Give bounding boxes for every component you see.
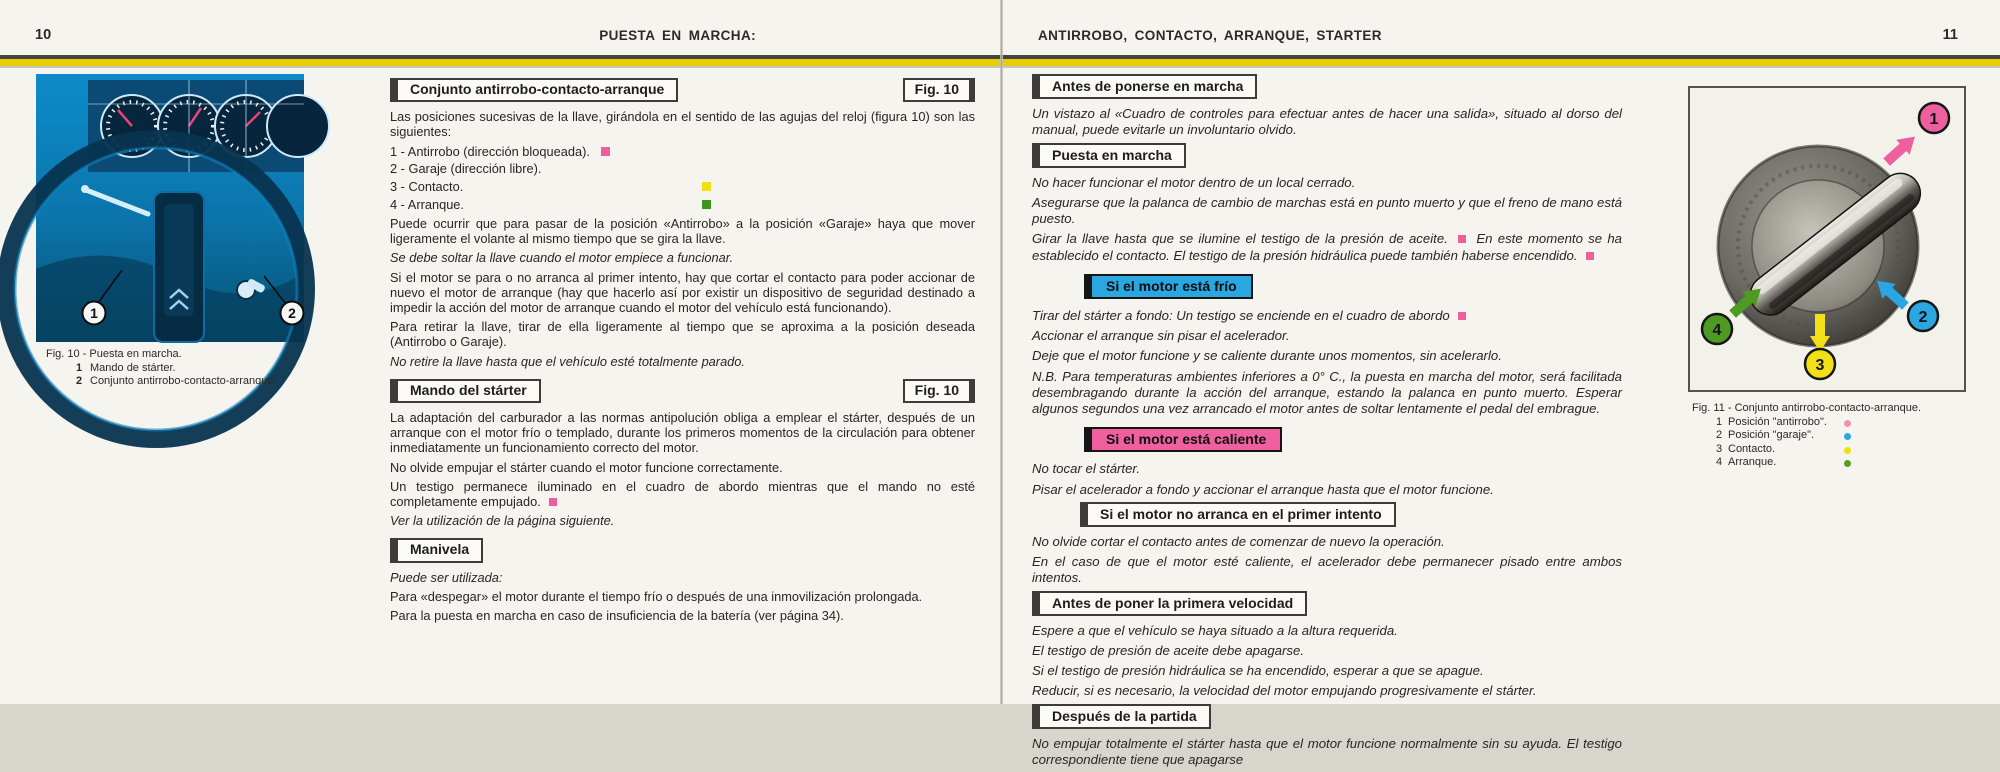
caption-item (1692, 443, 1982, 457)
paragraph-italic: Espere a que el vehículo se haya situado a la altura requerida. (1032, 622, 1398, 638)
caption-title: Fig. 10 - Puesta en marcha. (46, 348, 182, 360)
paragraph-italic (1032, 231, 1622, 263)
caption-item-label: Arranque. (1728, 456, 1777, 468)
position-badge-2 (1908, 301, 1938, 331)
list-item (390, 179, 975, 194)
paragraph-italic: Si el testigo de presión hidráulica se ha encendido, esperar a que se apague. (1032, 663, 1484, 679)
paragraph: Para retirar la llave, tirar de ella ligeramente al tiempo que se aproxima a la posición deseada (Antirrobo o Garaje). (390, 319, 975, 350)
section-heading-manivela: Manivela (390, 538, 483, 562)
marker-square-pink (1458, 235, 1466, 243)
section-heading-primera-velocidad: Antes de poner la primera velocidad (1032, 591, 1307, 616)
paragraph-italic: Se debe soltar la llave cuando el motor empiece a funcionar. (390, 250, 734, 266)
section-header-row (390, 538, 975, 562)
paragraph: La adaptación del carburador a las normas antipolución obliga a emplear el stárter, después de un arranque con el motor frío o templado, durante los primeros momentos de la circulación para obtener inmediatamente un funcionamiento correcto del motor. (390, 409, 975, 456)
caption-dot-yellow (1844, 447, 1851, 454)
section-header-row (1032, 591, 1622, 616)
caption-title: Fig. 11 - Conjunto antirrobo-contacto-arranque. (1692, 402, 1922, 414)
paragraph-italic: Puede ser utilizada: (390, 569, 503, 585)
caption-item (1692, 416, 1982, 430)
svg-text:3: 3 (1815, 357, 1825, 374)
photo-badge-2 (281, 302, 304, 325)
paragraph-italic: No retire la llave hasta que el vehículo esté totalmente parado. (390, 353, 745, 369)
caption-dot-pink (1844, 420, 1851, 427)
caption-dot-blue (1844, 433, 1851, 440)
svg-text:4: 4 (1712, 322, 1722, 339)
caption-item-number: 4 (1716, 456, 1723, 468)
caption-item-label: Contacto. (1728, 442, 1776, 455)
paragraph: Para la puesta en marcha en caso de insuficiencia de la batería (ver página 34). (390, 607, 844, 623)
figure-10-caption (46, 348, 346, 389)
section-header-row (1032, 502, 1622, 527)
paragraph-italic: Pisar el acelerador a fondo y accionar el arranque hasta que el motor funcione. (1032, 481, 1494, 497)
caption-item-number: 1 (76, 361, 83, 374)
marker-square-yellow (702, 182, 711, 191)
paragraph (390, 479, 975, 509)
caption-item-label: Conjunto antirrobo-contacto-arranque. (90, 375, 277, 387)
paragraph-italic: No olvide cortar el contacto antes de comenzar de nuevo la operación. (1032, 534, 1445, 550)
figure-11-photo (1688, 86, 1966, 392)
paragraph-text: Un testigo permanece iluminado en el cuadro de abordo mientras que el mando no esté completamente empujado. (390, 478, 975, 509)
section-heading-puesta: Puesta en marcha (1032, 143, 1186, 168)
svg-text:2: 2 (1918, 309, 1928, 326)
page-left (0, 0, 1000, 704)
section-heading-despues-partida: Después de la partida (1032, 704, 1211, 729)
section-header-row (390, 78, 975, 102)
running-header-left: PUESTA EN MARCHA: (599, 28, 756, 43)
list-item-text: 4 - Arranque. (390, 196, 464, 212)
section-heading-antes-ponerse: Antes de ponerse en marcha (1032, 74, 1257, 99)
paragraph: No olvide empujar el stárter cuando el motor funcione correctamente. (390, 459, 783, 475)
running-header-right: ANTIRROBO, CONTACTO, ARRANQUE, STARTER (1038, 28, 1382, 43)
section-header-row (390, 379, 975, 403)
caption-item-number: 3 (1716, 442, 1723, 455)
marker-square-green (702, 200, 711, 209)
caption-item (46, 375, 346, 389)
paragraph-italic: Accionar el arranque sin pisar el acelerador. (1032, 328, 1290, 344)
highlight-box-warm-engine: Si el motor está caliente (1084, 427, 1282, 452)
paragraph-text: Girar la llave hasta que se ilumine el testigo de la presión de aceite. (1032, 231, 1448, 247)
paragraph-italic (1032, 308, 1622, 324)
ignition-lock-illustration (1690, 88, 1964, 390)
section-heading-starter: Mando del stárter (390, 379, 541, 403)
caption-dot-green (1844, 460, 1851, 467)
paragraph-text: En este momento se ha establecido el contacto. El testigo de la presión hidráulica puede también haberse encendido. (1032, 231, 1623, 263)
page-right (1000, 0, 2000, 768)
svg-text:1: 1 (1929, 111, 1939, 128)
section-header-row (1032, 704, 1622, 729)
paragraph: Las posiciones sucesivas de la llave, girándola en el sentido de las agujas del reloj (figura 10) son las siguientes: (390, 109, 975, 140)
paragraph-italic: No tocar el stárter. (1032, 461, 1140, 477)
paragraph-italic: N.B. Para temperaturas ambientes inferiores a 0° C., la puesta en marcha del motor, será facilitada desembragando durante la acción del arranque, estando la palanca en punto muerto. Esperar algunos segundos una vez arrancado el motor antes de soltar lentamente el pedal del embrague. (1032, 368, 1622, 417)
caption-item-label: Posición "antirrobo". (1728, 415, 1827, 428)
paragraph-italic: En el caso de que el motor esté caliente, el acelerador debe permanecer pisado entre ambos intentos. (1032, 554, 1622, 586)
paragraph: Si el motor se para o no arranca al primer intento, hay que cortar el contacto para poder accionar de nuevo el motor de arranque (hay que hacerlo así por existir un dispositivo de seguridad destinado a impedir la acción del motor de arranque cuando el motor del vehículo está funcionando). (390, 269, 975, 315)
fig-reference-badge: Fig. 10 (903, 379, 975, 403)
list-item (390, 161, 975, 176)
figure-10-photo (36, 74, 304, 342)
page-number-left: 10 (35, 27, 52, 43)
caption-item (1692, 456, 1982, 470)
position-badge-3 (1805, 349, 1835, 379)
photo-badge-1 (83, 302, 106, 325)
list-item-text: 1 - Antirrobo (dirección bloqueada). (390, 143, 590, 159)
position-badge-1 (1919, 103, 1949, 133)
caption-item-label: Posición "garaje". (1728, 429, 1815, 441)
caption-item-number: 2 (76, 375, 83, 387)
caption-item (46, 362, 346, 376)
caption-item-number: 2 (1716, 429, 1723, 441)
paragraph: Para «despegar» el motor durante el tiempo frío o después de una inmovilización prolongada. (390, 588, 923, 604)
paragraph-italic: No empujar totalmente el stárter hasta que el motor funcione normalmente sin su ayuda. El testigo correspondiente tiene que apagarse (1032, 735, 1622, 768)
list-item (390, 197, 975, 212)
section-heading-no-arranca: Si el motor no arranca en el primer intento (1080, 502, 1396, 527)
paragraph-italic: Reducir, si es necesario, la velocidad del motor empujando progresivamente el stárter. (1032, 683, 1537, 699)
paragraph-italic: Un vistazo al «Cuadro de controles para efectuar antes de hacer una salida», situado al dorso del manual, puede evitarle un involuntario olvido. (1032, 106, 1622, 138)
list-item (390, 144, 975, 159)
list-item-text: 2 - Garaje (dirección libre). (390, 161, 542, 177)
marker-square-pink (549, 498, 557, 506)
paragraph-italic: El testigo de presión de aceite debe apagarse. (1032, 643, 1304, 659)
highlight-box-cold-engine: Si el motor está frío (1084, 274, 1253, 299)
paragraph-italic: Asegurarse que la palanca de cambio de marchas está en punto muerto y que el freno de mano está puesto. (1032, 195, 1622, 227)
marker-square-pink (1458, 312, 1466, 320)
dashboard-photo-illustration (36, 74, 304, 342)
marker-square-pink (1586, 252, 1594, 260)
paragraph-italic: Ver la utilización de la página siguiente. (390, 513, 615, 529)
key-position-list (390, 144, 975, 212)
svg-text:1: 1 (90, 305, 98, 321)
paragraph-italic: Deje que el motor funcione y se caliente durante unos momentos, sin acelerarlo. (1032, 348, 1502, 364)
svg-text:2: 2 (288, 305, 296, 321)
caption-item (1692, 429, 1982, 443)
page-number-right: 11 (1942, 27, 1958, 43)
marker-square-pink (601, 147, 610, 156)
paragraph-italic: No hacer funcionar el motor dentro de un local cerrado. (1032, 174, 1356, 190)
section-heading-conjunto: Conjunto antirrobo-contacto-arranque (390, 78, 678, 102)
right-text-column (1032, 74, 1622, 772)
section-header-row (1032, 143, 1622, 168)
position-badge-4 (1702, 314, 1732, 344)
paragraph-text: Tirar del stárter a fondo: Un testigo se enciende en el cuadro de abordo (1032, 308, 1450, 324)
steering-column (154, 192, 204, 342)
list-item-text: 3 - Contacto. (390, 179, 464, 195)
caption-item-label: Mando de stárter. (90, 361, 176, 374)
figure-11-caption (1692, 402, 1982, 470)
left-text-column (390, 74, 975, 627)
paragraph: Puede ocurrir que para pasar de la posición «Antirrobo» a la posición «Garaje» haya que mover ligeramente el volante al mismo tiempo que se gira la llave. (390, 215, 975, 247)
fig-reference-badge: Fig. 10 (903, 78, 975, 102)
section-header-row (1032, 74, 1622, 99)
caption-item-number: 1 (1716, 415, 1723, 428)
